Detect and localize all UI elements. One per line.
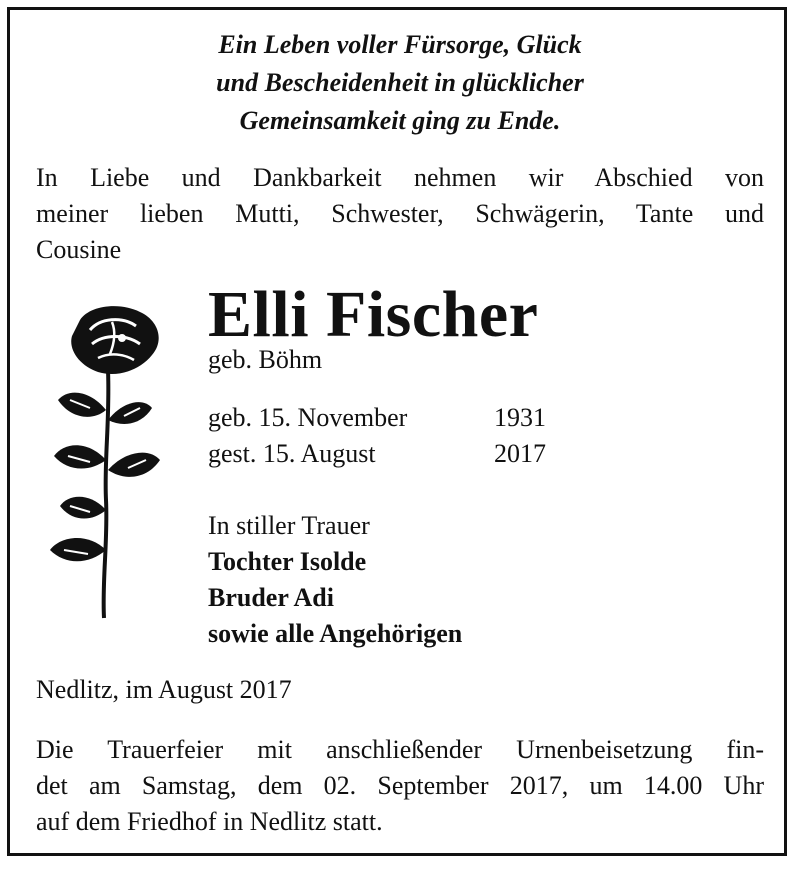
birth-year: 1931 [494, 403, 546, 432]
funeral-line: auf dem Friedhof in Nedlitz statt. [36, 807, 383, 836]
funeral-info [36, 732, 764, 840]
life-dates [208, 400, 546, 472]
intro-line: In Liebe und Dankbarkeit nehmen wir Abschied von [36, 163, 764, 192]
motto-line: und Bescheidenheit in glücklicher [216, 68, 584, 97]
birth-date: geb. 15. November [208, 403, 408, 432]
mourners [208, 508, 462, 652]
mourners-heading: In stiller Trauer [208, 511, 370, 540]
maiden-name: geb. Böhm [208, 345, 323, 374]
mourner-name: Tochter Isolde [208, 547, 367, 576]
death-date: gest. 15. August [208, 439, 376, 468]
motto-line: Gemeinsamkeit ging zu Ende. [239, 106, 561, 135]
funeral-line: Die Trauerfeier mit anschließender Urnenbeisetzung fin- [36, 735, 764, 764]
motto [0, 26, 800, 140]
mourner-name: sowie alle Angehörigen [208, 619, 463, 648]
motto-line: Ein Leben voller Fürsorge, Glück [218, 30, 582, 59]
intro-text [36, 160, 764, 268]
death-year: 2017 [494, 439, 546, 468]
mourner-name: Bruder Adi [208, 583, 334, 612]
death-row [208, 436, 546, 472]
intro-line: Cousine [36, 235, 122, 264]
place-date: Nedlitz, im August 2017 [36, 675, 292, 704]
intro-line: meiner lieben Mutti, Schwester, Schwägerin, Tante und [36, 199, 764, 228]
birth-row [208, 400, 546, 436]
deceased-name: Elli Fischer [208, 278, 539, 351]
funeral-line: det am Samstag, dem 02. September 2017, um 14.00 Uhr [36, 771, 764, 800]
rose-icon [40, 300, 180, 620]
